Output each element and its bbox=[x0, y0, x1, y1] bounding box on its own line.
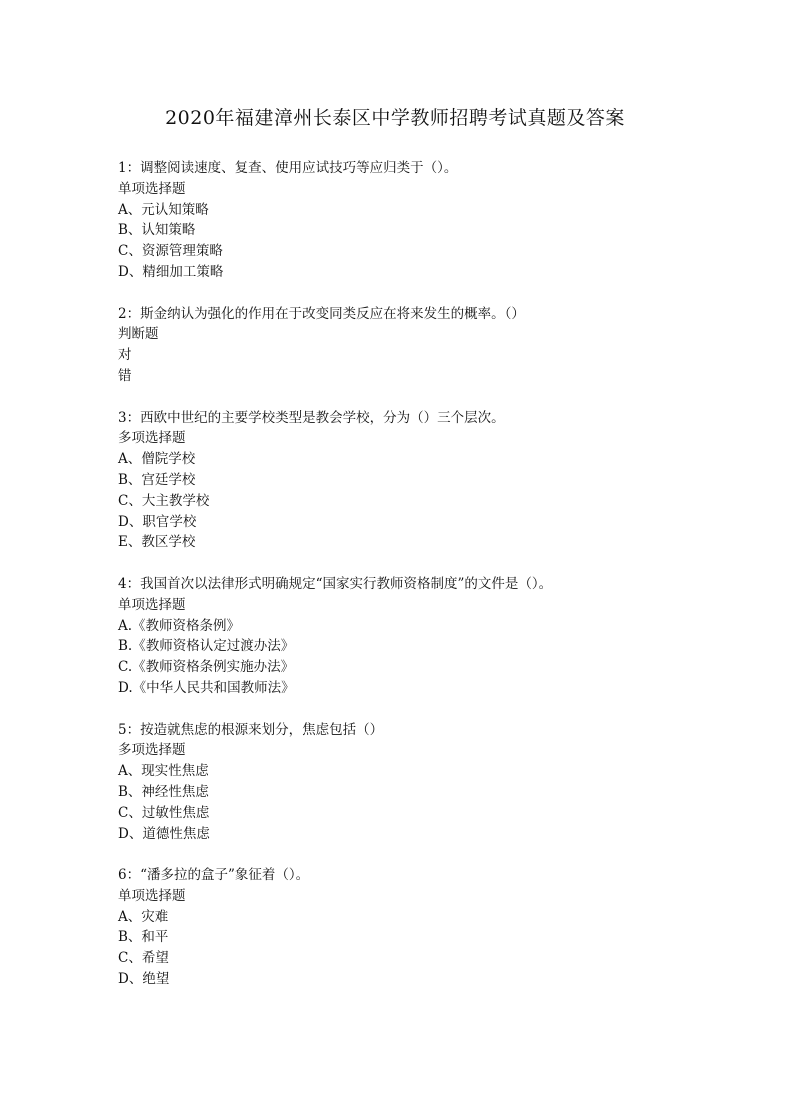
question-type: 判断题 bbox=[118, 326, 159, 343]
option-c: C、过敏性焦虑 bbox=[118, 804, 210, 821]
question-1 bbox=[118, 158, 758, 283]
option-c: C、大主教学校 bbox=[118, 492, 210, 509]
question-2 bbox=[118, 304, 758, 387]
question-stem: 5：按造就焦虑的根源来划分，焦虑包括（） bbox=[118, 721, 384, 738]
question-stem: 1：调整阅读速度、复查、使用应试技巧等应归类于（）。 bbox=[118, 160, 458, 176]
question-6 bbox=[118, 865, 758, 990]
option-c: C.《教师资格条例实施办法》 bbox=[118, 659, 295, 676]
option-b: B、神经性焦虑 bbox=[118, 783, 209, 800]
option-b: B、认知策略 bbox=[118, 222, 196, 239]
question-stem: 2：斯金纳认为强化的作用在于改变同类反应在将来发生的概率。（） bbox=[118, 305, 525, 322]
document-title: 2020年福建漳州长泰区中学教师招聘考试真题及答案 bbox=[165, 107, 625, 129]
option-a: A、元认知策略 bbox=[118, 201, 209, 218]
option-true: 对 bbox=[118, 347, 132, 364]
question-list bbox=[118, 158, 758, 1011]
option-b: B.《教师资格认定过渡办法》 bbox=[118, 638, 295, 655]
question-type: 多项选择题 bbox=[118, 430, 186, 447]
option-b: B、宫廷学校 bbox=[118, 471, 196, 488]
option-a: A、僧院学校 bbox=[118, 451, 196, 468]
option-d: D、道德性焦虑 bbox=[118, 825, 210, 842]
option-c: C、资源管理策略 bbox=[118, 243, 223, 260]
option-a: A.《教师资格条例》 bbox=[118, 617, 241, 634]
question-type: 多项选择题 bbox=[118, 742, 186, 759]
question-type: 单项选择题 bbox=[118, 596, 186, 613]
option-false: 错 bbox=[118, 367, 132, 384]
question-stem: 6：“潘多拉的盒子”象征着（）。 bbox=[118, 867, 310, 884]
question-4 bbox=[118, 574, 758, 699]
question-3 bbox=[118, 408, 758, 554]
question-stem: 3：西欧中世纪的主要学校类型是教会学校，分为（）三个层次。 bbox=[118, 409, 505, 426]
option-a: A、现实性焦虑 bbox=[118, 763, 209, 780]
option-a: A、灾难 bbox=[118, 908, 169, 925]
option-d: D、职官学校 bbox=[118, 513, 197, 530]
option-d: D、绝望 bbox=[118, 971, 170, 988]
question-type: 单项选择题 bbox=[118, 887, 186, 904]
option-b: B、和平 bbox=[118, 929, 169, 946]
option-d: D、精细加工策略 bbox=[118, 263, 224, 280]
option-d: D.《中华人民共和国教师法》 bbox=[118, 679, 295, 696]
question-type: 单项选择题 bbox=[118, 180, 186, 197]
question-5 bbox=[118, 720, 758, 845]
option-e: E、教区学校 bbox=[118, 534, 196, 551]
question-stem: 4：我国首次以法律形式明确规定“国家实行教师资格制度”的文件是（）。 bbox=[118, 575, 553, 592]
option-c: C、希望 bbox=[118, 950, 169, 967]
